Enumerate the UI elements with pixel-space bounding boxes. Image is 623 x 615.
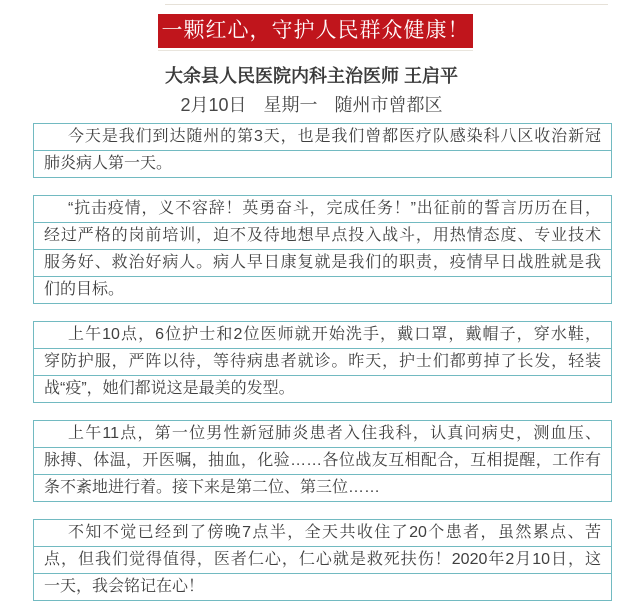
banner-underline xyxy=(158,50,473,51)
top-rule xyxy=(165,4,608,5)
paragraph-line: 经过严格的岗前培训，迫不及待地想早点投入战斗，用热情态度、专业技术 xyxy=(34,222,611,249)
paragraph xyxy=(33,519,612,601)
paragraph-line: 穿防护服，严阵以待，等待病患者就诊。昨天，护士们都剪掉了长发，轻装 xyxy=(34,348,611,375)
paragraph-line: 条不紊地进行着。接下来是第二位、第三位…… xyxy=(34,474,611,501)
paragraph-line: 一天，我会铭记在心！ xyxy=(34,573,611,600)
paragraph-line: 上午11点，第一位男性新冠肺炎患者入住我科，认真问病史，测血压、 xyxy=(68,425,601,442)
paragraph xyxy=(33,420,612,502)
paragraph-line: 脉搏、体温，开医嘱，抽血，化验……各位战友互相配合，互相提醒，工作有 xyxy=(34,447,611,474)
paragraph xyxy=(33,195,612,304)
paragraph-line: 今天是我们到达随州的第3天，也是我们曾都医疗队感染科八区收治新冠 xyxy=(68,128,601,145)
banner xyxy=(158,14,473,48)
paragraph-line: “抗击疫情，义不容辞！英勇奋斗，完成任务！”出征前的誓言历历在目， xyxy=(68,200,601,217)
paragraph-line: 们的目标。 xyxy=(34,276,611,303)
paragraph-line: 不知不觉已经到了傍晚7点半，全天共收住了20个患者，虽然累点、苦 xyxy=(68,524,601,541)
paragraph-line: 上午10点，6位护士和2位医师就开始洗手，戴口罩，戴帽子，穿水鞋， xyxy=(68,326,601,343)
article-title: 大余县人民医院内科主治医师 王启平 xyxy=(165,66,458,86)
paragraph-line: 服务好、救治好病人。病人早日康复就是我们的职责，疫情早日战胜就是我 xyxy=(34,249,611,276)
paragraph-line: 战“疫”，她们都说这是最美的发型。 xyxy=(34,375,611,402)
paragraph-line: 肺炎病人第一天。 xyxy=(34,150,611,177)
paragraph xyxy=(33,321,612,403)
banner-text: 一颗红心，守护人民群众健康！ xyxy=(161,19,470,42)
paragraph-line: 点，但我们觉得值得，医者仁心，仁心就是救死扶伤！2020年2月10日，这 xyxy=(34,546,611,573)
article-body xyxy=(33,123,612,601)
date-line: 2月10日 星期一 随州市曾都区 xyxy=(180,95,443,115)
paragraph xyxy=(33,123,612,178)
